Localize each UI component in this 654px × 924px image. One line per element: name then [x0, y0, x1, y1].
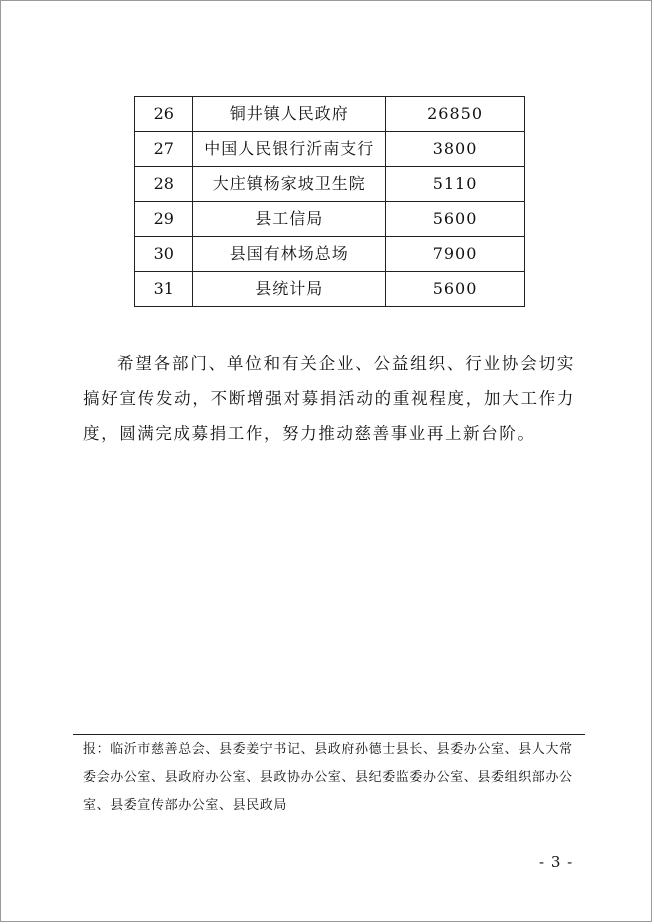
footer-divider: [73, 734, 585, 735]
table-row: [135, 237, 525, 272]
row-number: 27: [135, 132, 193, 167]
donation-amount: 5600: [386, 272, 525, 307]
table-row: [135, 97, 525, 132]
organization-name: 铜井镇人民政府: [193, 97, 386, 132]
donation-amount: 3800: [386, 132, 525, 167]
organization-name: 大庄镇杨家坡卫生院: [193, 167, 386, 202]
row-number: 28: [135, 167, 193, 202]
organization-name: 县工信局: [193, 202, 386, 237]
row-number: 29: [135, 202, 193, 237]
donation-table: [134, 96, 525, 307]
organization-name: 县国有林场总场: [193, 237, 386, 272]
donation-amount: 26850: [386, 97, 525, 132]
table-row: [135, 167, 525, 202]
page-number: - 3 -: [539, 853, 574, 871]
donation-amount: 5600: [386, 202, 525, 237]
row-number: 26: [135, 97, 193, 132]
donation-amount: 7900: [386, 237, 525, 272]
row-number: 30: [135, 237, 193, 272]
table-row: [135, 272, 525, 307]
table-row: [135, 202, 525, 237]
row-number: 31: [135, 272, 193, 307]
organization-name: 县统计局: [193, 272, 386, 307]
table-row: [135, 132, 525, 167]
closing-paragraph: 希望各部门、单位和有关企业、公益组织、行业协会切实搞好宣传发动，不断增强对募捐活动的重视程度，加大工作力度，圆满完成募捐工作，努力推动慈善事业再上新台阶。: [83, 354, 575, 443]
report-to-recipients: 报：临沂市慈善总会、县委姜宁书记、县政府孙德士县长、县委办公室、县人大常委会办公室、县政府办公室、县政协办公室、县纪委监委办公室、县委组织部办公室、县委宣传部办公室、县民政局: [83, 742, 573, 813]
donation-amount: 5110: [386, 167, 525, 202]
organization-name: 中国人民银行沂南支行: [193, 132, 386, 167]
